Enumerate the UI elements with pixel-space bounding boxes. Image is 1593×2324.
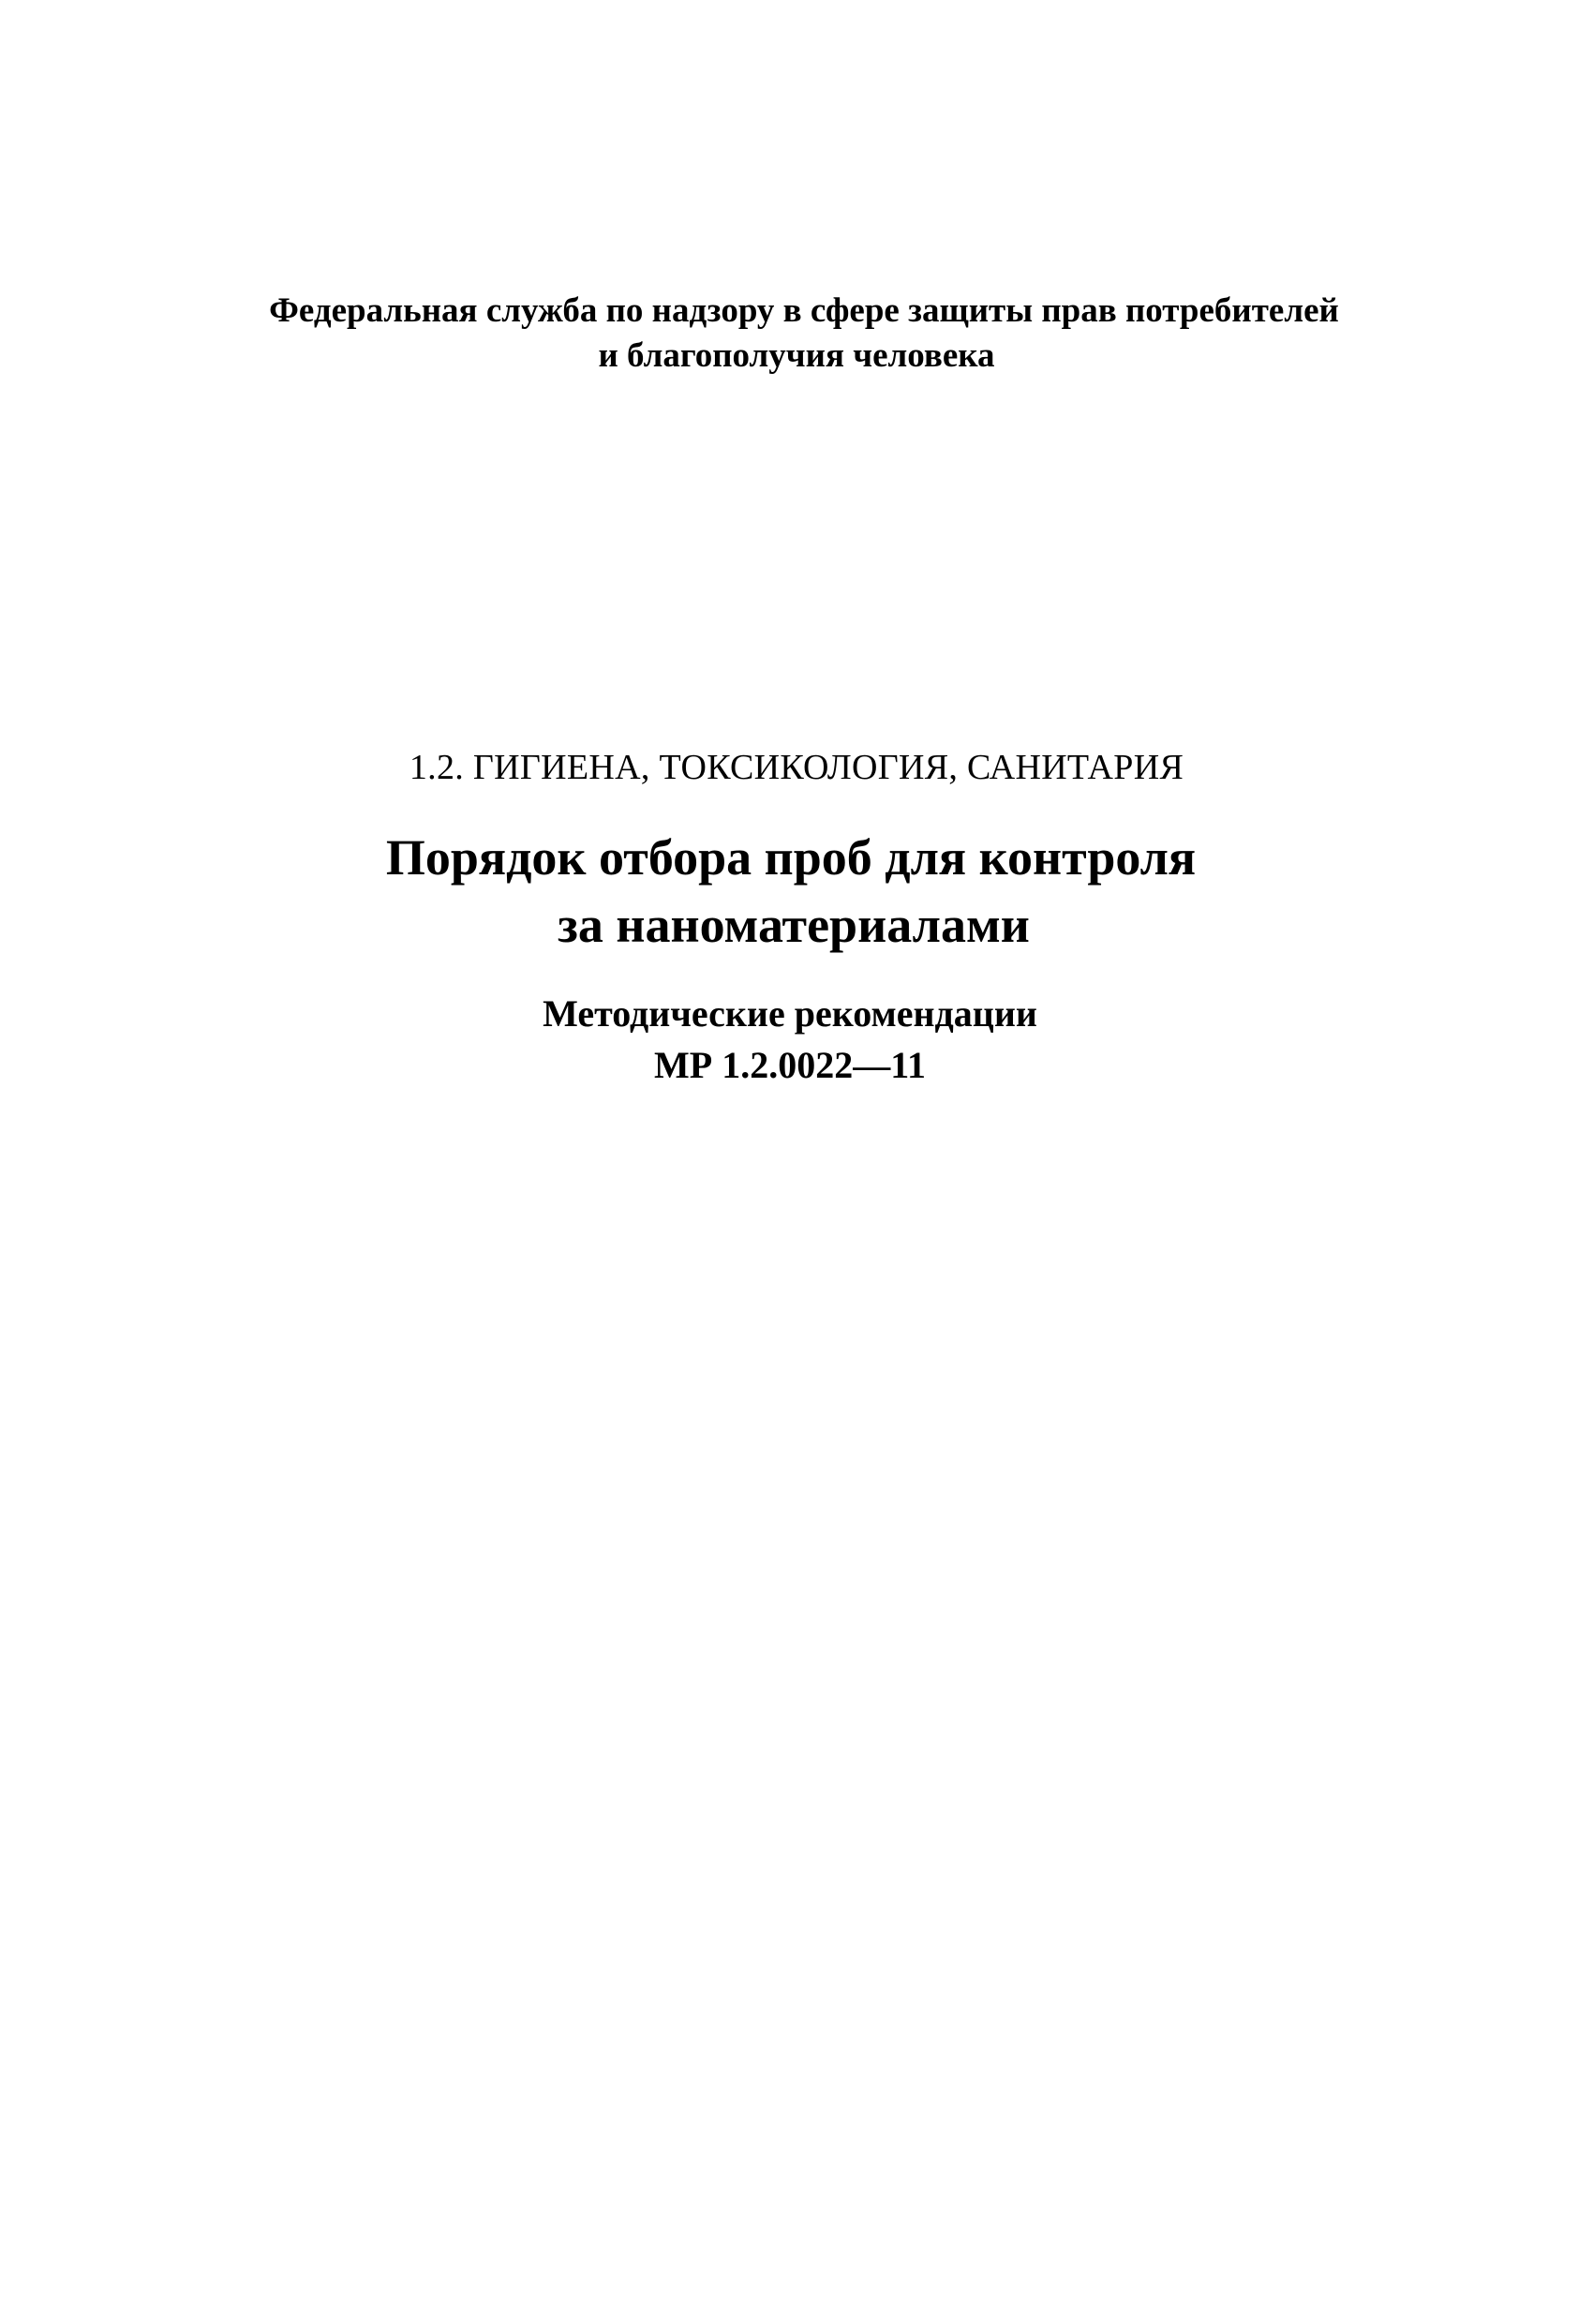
document-type: Методические рекомендации <box>543 992 1037 1035</box>
document-title-line-2: за наноматериалами <box>558 897 1030 953</box>
document-code: МР 1.2.0022—11 <box>654 1044 926 1086</box>
agency-name-line-1: Федеральная служба по надзору в сфере защиты прав потребителей <box>269 291 1339 330</box>
agency-name-line-2: и благополучия человека <box>598 336 995 375</box>
document-title-line-1: Порядок отбора проб для контроля <box>385 829 1197 886</box>
document-series: 1.2. ГИГИЕНА, ТОКСИКОЛОГИЯ, САНИТАРИЯ <box>409 748 1184 787</box>
